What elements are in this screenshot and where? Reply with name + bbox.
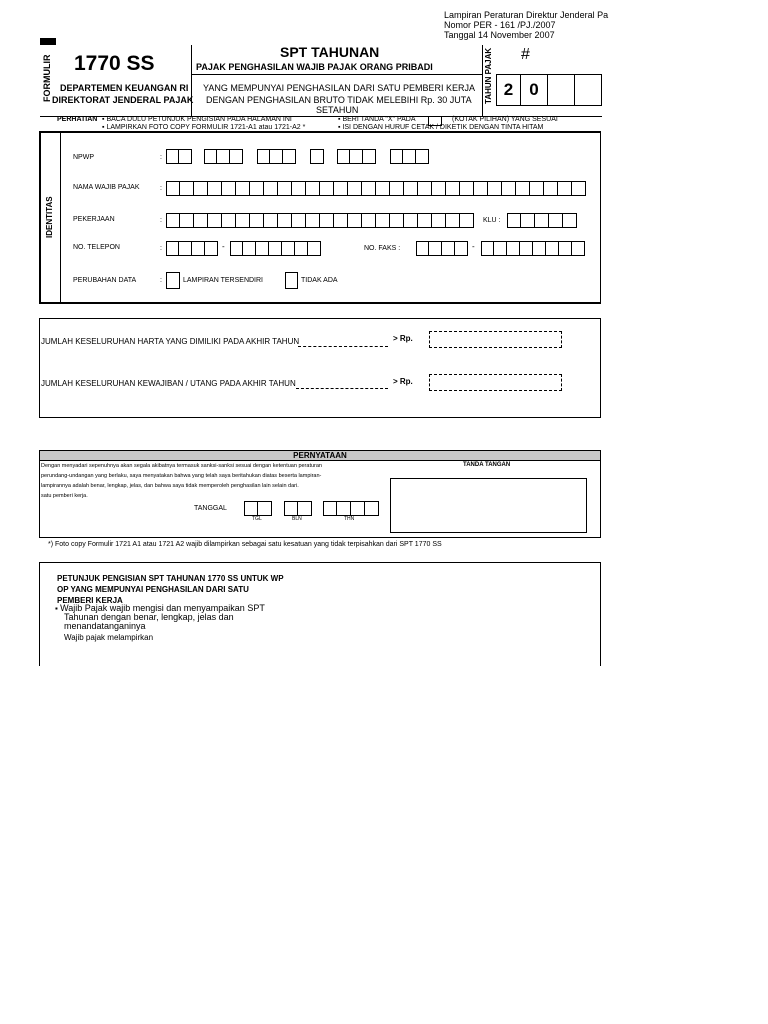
char-box[interactable] [418,181,432,196]
tidak-ada-label: TIDAK ADA [301,277,338,284]
char-box[interactable] [418,213,432,228]
npwp-group-5[interactable] [337,149,376,164]
npwp-group-3[interactable] [257,149,296,164]
nama-label: NAMA WAJIB PAJAK [73,184,140,191]
dash: - [472,242,475,251]
formulir-label: FORMULIR [42,54,52,102]
char-box[interactable] [442,241,455,256]
char-box[interactable] [208,213,222,228]
identitas-divider [60,132,61,303]
char-box[interactable] [348,213,362,228]
char-box[interactable] [264,213,278,228]
char-box[interactable] [348,181,362,196]
tanda-tangan-label: TANDA TANGAN [463,462,511,468]
footnote: *) Foto copy Formulir 1721 A1 atau 1721 A2 wajib dilampirkan sebagai satu kesatuan yang tidak terpisahkan dari SPT 1770 SS [48,541,442,548]
petunjuk-text: menandatanganinya [64,621,146,631]
char-box[interactable] [572,241,585,256]
char-box[interactable] [404,213,418,228]
char-box[interactable] [194,213,208,228]
perhatian-bullet-1: ▪ BACA DULU PETUNJUK PENGISIAN PADA HALAMAN INI [102,116,292,123]
year-digit[interactable]: 0 [521,74,548,106]
pekerjaan-label: PEKERJAAN [73,216,115,223]
char-box[interactable] [292,213,306,228]
perhatian-text: BERI TANDA "X" PADA [342,116,416,123]
lampiran-tersendiri-checkbox[interactable] [166,272,180,289]
char-box[interactable] [446,181,460,196]
char-box[interactable] [180,181,194,196]
harta-dotted-leader [298,346,388,347]
tanggal-month-boxes[interactable] [284,501,312,516]
spt-subtitle: PAJAK PENGHASILAN WAJIB PAJAK ORANG PRIBADI [196,62,433,72]
char-box[interactable] [488,181,502,196]
colon: : [160,277,162,284]
directorate: DIREKTORAT JENDERAL PAJAK [52,95,194,105]
lampiran-block [444,10,768,40]
perhatian-text: LAMPIRKAN FOTO COPY FORMULIR 1721-A1 atau 1721-A2 * [106,124,306,131]
tahun-pajak-label: TAHUN PAJAK [484,47,493,104]
char-box[interactable] [549,213,563,228]
npwp-group-4[interactable] [310,149,324,164]
npwp-group-1[interactable] [166,149,192,164]
petunjuk-text: Tahunan dengan benar, lengkap, jelas dan [64,612,234,622]
char-box[interactable] [208,181,222,196]
char-box[interactable] [507,213,521,228]
dash: - [222,242,225,251]
perhatian-text: ISI DENGAN HURUF CETAK / DIKETIK DENGAN TINTA HITAM [342,124,544,131]
char-box[interactable] [236,181,250,196]
klu-label: KLU : [483,217,501,224]
header-divider-right [482,45,483,116]
char-box[interactable] [166,241,179,256]
char-box[interactable] [179,241,192,256]
kewajiban-dotted-leader [296,388,388,389]
char-box[interactable] [278,181,292,196]
char-box[interactable] [404,181,418,196]
char-box[interactable] [521,213,535,228]
char-box[interactable] [250,181,264,196]
perhatian-text-1b: (KOTAK PILIHAN) YANG SESUAI [452,116,558,123]
pernyataan-line-3: lampirannya adalah benar, lengkap, jelas, dan bahwa saya tidak memperoleh penghasilan lain selain dari. [41,483,299,489]
header-divider-left [191,45,192,116]
tanggal-day-boxes[interactable] [244,501,272,516]
char-box[interactable] [516,181,530,196]
petunjuk-text: Wajib Pajak wajib mengisi dan menyampaikan SPT [60,603,265,613]
tidak-ada-checkbox[interactable] [285,272,298,289]
pernyataan-line-4: satu pemberi kerja. [41,493,88,499]
faks-label: NO. FAKS : [364,245,401,252]
kewajiban-amount-input[interactable] [429,374,562,391]
char-box[interactable] [546,241,559,256]
year-digit[interactable]: 2 [496,74,521,106]
year-digit[interactable] [548,74,575,106]
pernyataan-title: PERNYATAAN [293,451,347,460]
char-box[interactable] [446,213,460,228]
telepon-number-boxes[interactable] [230,241,321,256]
spt-title: SPT TAHUNAN [280,44,380,60]
form-code: 1770 SS [74,52,155,75]
colon: : [160,185,162,192]
char-box[interactable] [362,181,376,196]
lampiran-line-3: Tanggal 14 November 2007 [444,30,555,40]
petunjuk-bullet-1 [55,604,265,631]
char-box[interactable] [278,213,292,228]
char-box[interactable] [390,213,404,228]
black-marker [40,38,56,45]
char-box[interactable] [520,241,533,256]
char-box[interactable] [494,241,507,256]
colon: : [160,154,162,161]
char-box[interactable] [544,181,558,196]
lampiran-line-2: Nomor PER - 161 /PJ./2007 [444,20,556,30]
tgl-caption: TGL [252,516,262,522]
petunjuk-title-1: PETUNJUK PENGISIAN SPT TAHUNAN 1770 SS UNTUK WP [57,574,284,583]
perhatian-text: BACA DULU PETUNJUK PENGISIAN PADA HALAMAN INI [106,116,292,123]
char-box[interactable] [558,181,572,196]
char-box[interactable] [166,213,180,228]
char-box[interactable] [256,241,269,256]
char-box[interactable] [376,213,390,228]
thn-caption: THN [344,516,355,522]
char-box[interactable] [460,181,474,196]
telepon-area-boxes[interactable] [166,241,218,256]
char-box[interactable] [432,181,446,196]
lampiran-line-1: Lampiran Peraturan Direktur Jenderal Pa [444,10,609,20]
char-box[interactable] [455,241,468,256]
kewajiban-label: JUMLAH KESELURUHAN KEWAJIBAN / UTANG PADA AKHIR TAHUN [41,379,296,388]
char-box[interactable] [416,241,429,256]
title-rule [192,74,482,75]
kewajiban-rp-label: > Rp. [393,377,413,386]
char-box[interactable] [474,181,488,196]
petunjuk-para-2: Wajib pajak melampirkan [64,633,154,642]
npwp-group-2[interactable] [204,149,243,164]
year-boxes [496,74,602,106]
colon: : [160,217,162,224]
char-box[interactable] [572,181,586,196]
faks-number-boxes[interactable] [481,241,585,256]
char-box[interactable] [306,213,320,228]
char-box[interactable] [192,241,205,256]
char-box[interactable] [180,213,194,228]
harta-rp-label: > Rp. [393,334,413,343]
faks-area-boxes[interactable] [416,241,468,256]
char-box[interactable] [320,213,334,228]
pernyataan-line-2: perundang-undangan yang berlaku, saya menyatakan bahwa yang telah saya beritahukan diatas beserta lampiran- [41,473,322,479]
hash-symbol: # [521,46,530,63]
char-box[interactable] [559,241,572,256]
char-box[interactable] [507,241,520,256]
char-box[interactable] [269,241,282,256]
char-box[interactable] [390,181,404,196]
char-box[interactable] [308,241,321,256]
desc-line-2: DENGAN PENGHASILAN BRUTO TIDAK MELEBIHI Rp. 30 JUTA [206,95,472,105]
npwp-label: NPWP [73,154,94,161]
tanggal-year-boxes[interactable] [323,501,379,516]
char-box[interactable] [530,181,544,196]
lampiran-tersendiri-label: LAMPIRAN TERSENDIRI [183,277,263,284]
char-box[interactable] [460,213,474,228]
perhatian-bullet-4: ▪ ISI DENGAN HURUF CETAK / DIKETIK DENGAN TINTA HITAM [338,124,544,131]
pernyataan-line-1: Dengan menyadari sepenuhnya akan segala akibatnya termasuk sanksi-sanksi sesuai dengan ketentuan peraturan [41,463,322,469]
char-box[interactable] [334,213,348,228]
colon: : [160,245,162,252]
char-box[interactable] [563,213,577,228]
perhatian-bullet-3: ▪ BERI TANDA "X" PADA [338,116,416,123]
char-box[interactable] [362,213,376,228]
petunjuk-title-3: PEMBERI KERJA [57,596,123,605]
harta-amount-input[interactable] [429,331,562,348]
identitas-label: IDENTITAS [45,196,54,238]
npwp-group-6[interactable] [390,149,429,164]
char-box[interactable] [533,241,546,256]
char-box[interactable] [292,181,306,196]
petunjuk-title-2: OP YANG MEMPUNYAI PENGHASILAN DARI SATU [57,585,249,594]
char-box[interactable] [502,181,516,196]
char-box[interactable] [295,241,308,256]
desc-line-1: YANG MEMPUNYAI PENGHASILAN DARI SATU PEMBERI KERJA [203,83,476,93]
pekerjaan-input-boxes[interactable] [166,213,474,228]
tanggal-label: TANGGAL [194,505,227,512]
nama-input-boxes[interactable] [166,181,586,196]
bln-caption: BLN [292,516,302,522]
char-box[interactable] [222,213,236,228]
char-box[interactable] [282,241,295,256]
pernyataan-title-bar [40,451,600,461]
char-box[interactable] [166,181,180,196]
char-box[interactable] [481,241,494,256]
signature-box[interactable] [390,478,587,533]
char-box[interactable] [429,241,442,256]
perhatian-label: PERHATIAN [57,116,98,123]
char-box[interactable] [264,181,278,196]
pernyataan-text [41,461,386,501]
char-box[interactable] [334,181,348,196]
harta-label: JUMLAH KESELURUHAN HARTA YANG DIMILIKI PADA AKHIR TAHUN [41,337,300,346]
telepon-label: NO. TELEPON [73,244,120,251]
char-box[interactable] [222,181,236,196]
perhatian-bullet-2: ▪ LAMPIRKAN FOTO COPY FORMULIR 1721-A1 atau 1721-A2 * [102,124,306,131]
perubahan-label: PERUBAHAN DATA [73,277,137,284]
char-box[interactable] [230,241,243,256]
petunjuk-title [57,573,284,606]
char-box[interactable] [236,213,250,228]
char-box[interactable] [376,181,390,196]
char-box[interactable] [320,181,334,196]
char-box[interactable] [535,213,549,228]
char-box[interactable] [306,181,320,196]
char-box[interactable] [205,241,218,256]
department: DEPARTEMEN KEUANGAN RI [60,83,189,93]
char-box[interactable] [250,213,264,228]
char-box[interactable] [194,181,208,196]
year-digit[interactable] [575,74,602,106]
char-box[interactable] [432,213,446,228]
bullet-icon: ▪ [55,604,61,613]
char-box[interactable] [243,241,256,256]
klu-input-boxes[interactable] [507,213,577,228]
desc-line-3: SETAHUN [316,105,359,115]
